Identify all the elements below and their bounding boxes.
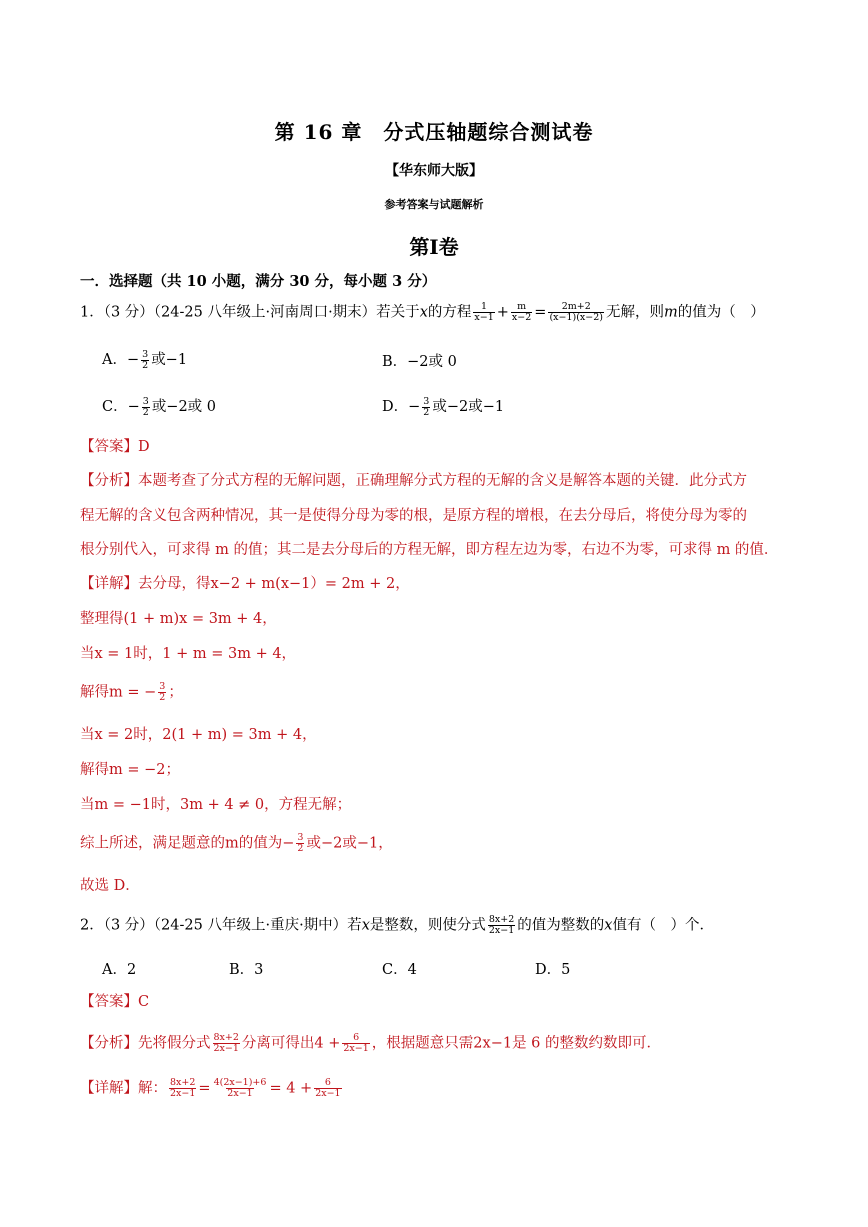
q1-detail-line-2: 整理得(1 + m)x = 3m + 4， (80, 611, 277, 627)
q2-prefix: 2．（3 分）（24-25 八年级上·重庆·期中）若 (80, 917, 362, 934)
frac-den: 2x−1 (343, 1043, 369, 1054)
frac-den: x−2 (511, 312, 532, 323)
q1-detail-line-9: 故选 D． (80, 878, 140, 894)
frac-den: 2x−1 (227, 1088, 253, 1099)
plus-sign: + (496, 304, 509, 321)
q2-fraction (488, 915, 515, 936)
frac-num: 4(2x−1)+6 (213, 1077, 267, 1088)
q2-suffix-2: 值有（ ）个． (612, 917, 714, 934)
detail-fraction (314, 1078, 341, 1099)
detail-text: 解得m = − (80, 684, 157, 701)
q1-suffix-2: 的值为（ ） (677, 304, 765, 321)
equals-sign: = (198, 1080, 211, 1097)
q1-prefix: 1．（3 分）（24-25 八年级上·河南周口·期末）若关于 (80, 304, 420, 321)
q1-option-c[interactable]: C．− $\frac{3}{2}$ 或−2或 0 (102, 395, 217, 418)
option-label: A． (102, 352, 127, 368)
frac-den: x−1 (474, 312, 494, 323)
analysis-text: 分离可得出4 + (241, 1035, 341, 1052)
q2-option-a[interactable]: A．2 (102, 962, 137, 978)
q1-detail-line-7: 当m = −1时，3m + 4 ≠ 0，方程无解； (80, 797, 352, 813)
detail-text: 或−2或−1， (306, 835, 393, 852)
option-text: 或−2或 0 (151, 399, 217, 415)
volume-heading: 第Ⅰ卷 (409, 235, 459, 259)
q1-analysis-line-1: 【分析】本题考查了分式方程的无解问题，正确理解分式方程的无解的含义是解答本题的关键．此分式方 (80, 473, 747, 489)
section-heading: 一．选择题（共 10 小题，满分 30 分，每小题 3 分） (80, 273, 437, 290)
q2-option-b[interactable]: B．3 (229, 962, 264, 978)
analysis-fraction (213, 1033, 240, 1054)
q1-detail-line-3: 当x = 1时，1 + m = 3m + 4， (80, 646, 297, 662)
frac-den: 2x−1 (488, 925, 515, 936)
q1-detail-line-1: 【详解】去分母，得x−2 + m(x−1）= 2m + 2， (80, 576, 410, 592)
detail-fraction (213, 1078, 268, 1099)
frac-num: m (517, 301, 527, 312)
option-text: 或−1 (151, 352, 188, 368)
frac-den: 2 (423, 406, 430, 418)
q1-analysis-line-2: 程无解的含义包含两种情况，其一是使得分母为零的根，是原方程的增根，在去分母后，将使分母为零的 (80, 508, 747, 524)
frac-num: 3 (142, 348, 149, 360)
detail-text: 综上所述，满足题意的m的值为− (80, 835, 295, 852)
frac-num: 3 (159, 681, 166, 692)
q2-option-d[interactable]: D．5 (535, 962, 571, 978)
q2-detail (80, 1078, 344, 1099)
option-label: D． (382, 399, 409, 415)
frac-num: 6 (353, 1032, 360, 1043)
analysis-text: 【分析】先将假分式 (80, 1035, 211, 1052)
frac-num: 8x+2 (170, 1077, 196, 1088)
frac-den: 2 (142, 406, 149, 418)
q1-detail-line-5: 当x = 2时，2(1 + m) = 3m + 4， (80, 727, 317, 743)
equals-sign: = (534, 304, 547, 321)
q2-analysis (80, 1033, 661, 1054)
frac-den: 2 (297, 843, 304, 854)
detail-text: ； (168, 684, 183, 701)
q1-answer: 【答案】D (80, 439, 150, 455)
q1-analysis-line-3: 根分别代入，可求得 m 的值；其二是去分母后的方程无解，即方程左边为零，右边不为零，可求得 m 的值． (80, 542, 779, 558)
answer-subtitle: 参考答案与试题解析 (384, 198, 484, 211)
option-text: 或−2或−1 (432, 399, 505, 415)
frac-den: (x−1)(x−2) (549, 312, 603, 323)
var-x: x (419, 304, 428, 321)
q2-suffix: 的值为整数的 (517, 917, 605, 934)
frac-den: 2 (142, 359, 149, 371)
detail-fraction (296, 833, 304, 854)
option-fraction (422, 397, 430, 418)
var-x: x (604, 917, 613, 934)
q1-fraction-2 (511, 302, 532, 323)
q1-mid: 的方程 (427, 304, 472, 321)
q1-detail-line-4 (80, 682, 183, 703)
q2-option-c[interactable]: C．4 (382, 962, 417, 978)
frac-den: 2x−1 (213, 1043, 239, 1054)
option-text: −2或 0 (407, 354, 457, 370)
frac-num: 8x+2 (213, 1032, 239, 1043)
analysis-fraction (342, 1033, 369, 1054)
page-title: 第 16 章 分式压轴题综合测试卷 (274, 120, 594, 144)
q1-detail-line-6: 解得m = −2； (80, 762, 180, 778)
option-label: C． (102, 399, 128, 415)
detail-fraction (158, 682, 166, 703)
frac-num: 3 (297, 832, 304, 843)
question-2-stem (80, 915, 714, 936)
frac-num: 3 (423, 395, 430, 407)
option-label: B． (382, 354, 408, 370)
var-x: x (361, 917, 370, 934)
q1-fraction-3 (548, 302, 604, 323)
var-m: m (664, 304, 678, 321)
frac-num: 1 (481, 301, 488, 312)
edition-label: 【华东师大版】 (385, 163, 483, 179)
q1-fraction-1 (473, 302, 494, 323)
q1-detail-line-8 (80, 833, 393, 854)
q1-suffix: 无解，则 (606, 304, 664, 321)
analysis-text: ，根据题意只需2x−1是 6 的整数约数即可． (371, 1035, 662, 1052)
q1-option-a[interactable]: A．− $\frac{3}{2}$ 或−1 (102, 348, 188, 371)
frac-den: 2x−1 (170, 1088, 196, 1099)
frac-num: 6 (324, 1077, 331, 1088)
option-fraction (141, 350, 149, 371)
detail-text: = 4 + (269, 1080, 313, 1097)
detail-text: 【详解】解： (80, 1080, 167, 1097)
option-fraction (142, 397, 150, 418)
frac-num: 3 (142, 395, 149, 407)
question-1-stem (80, 302, 765, 323)
q1-option-b[interactable] (382, 350, 457, 371)
frac-num: 8x+2 (488, 914, 515, 925)
frac-num: 2m+2 (561, 301, 591, 312)
q1-option-d[interactable]: D．− $\frac{3}{2}$ 或−2或−1 (382, 395, 505, 418)
frac-den: 2 (159, 692, 166, 703)
frac-den: 2x−1 (315, 1088, 341, 1099)
q2-answer: 【答案】C (80, 994, 150, 1010)
q2-mid: 是整数，则使分式 (369, 917, 486, 934)
detail-fraction (169, 1078, 196, 1099)
